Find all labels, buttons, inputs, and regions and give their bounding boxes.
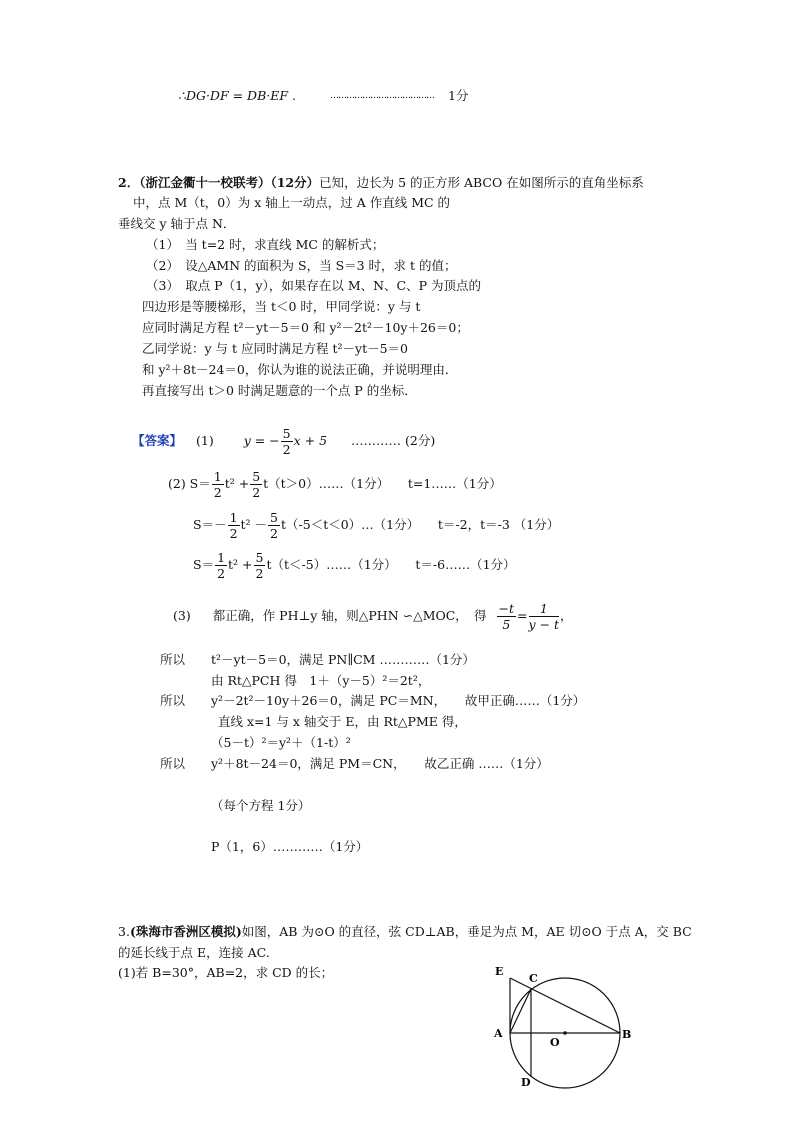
problem2-q3d: 乙同学说：y 与 t 应同时满足方程 t²－yt－5＝0 — [142, 341, 409, 356]
answer-part1-score: ………… (2分) — [351, 433, 436, 448]
problem2-q3c: 应同时满足方程 t²－yt－5＝0 和 y²－2t²－10y＋26＝0； — [142, 320, 469, 335]
answer-part3: (3) 都正确，作 PH⊥y 轴，则△PHN ∽△MOC， 得 $\frac{-t}{5}$ = $\frac{1}{y - t}$ ， — [173, 601, 573, 632]
answer-part2-line1: (2) S＝ $\frac{1}{2}$ t² + $\frac{5}{2}$ t（t＞0）……（1分） t=1……（1分） — [168, 469, 502, 500]
problem2-q3f: 再直接写出 t＞0 时满足题意的一个点 P 的坐标． — [142, 383, 417, 398]
problem2-stem-2: 中，点 M（t，0）为 x 轴上一动点，过 A 作直线 MC 的 — [133, 195, 451, 210]
problem3-q1: (1)若 B=30°，AB=2，求 CD 的长； — [118, 965, 334, 980]
circle-figure — [488, 960, 638, 1090]
label-d: D — [521, 1076, 531, 1089]
answer-line-2: 由 Rt△PCH 得 1＋（y－5）²＝2t²， — [211, 673, 431, 688]
top-equation: ∴DG·DF = DB·EF . — [178, 88, 296, 103]
label-b: B — [622, 1028, 632, 1041]
problem2-line1 — [118, 175, 644, 191]
segment-ac — [510, 989, 531, 1033]
problem2-stem-3: 垂线交 y 轴于点 N． — [118, 216, 236, 231]
answer-line-1-label: 所以 — [160, 652, 186, 667]
top-dots: ………………………………… — [330, 91, 434, 101]
center-dot — [563, 1031, 567, 1035]
problem3-stem-2: 的延长线于点 E，连接 AC. — [118, 945, 270, 960]
label-c: C — [529, 972, 538, 985]
top-score: 1分 — [448, 88, 469, 103]
answer-part2-line2: S＝－ $\frac{1}{2}$ t² － $\frac{5}{2}$ t（-5＜t＜0）…（1分） t＝-2，t＝-3 （1分） — [193, 510, 560, 541]
answer-line-3: y²－2t²－10y＋26＝0，满足 PC＝MN， 故甲正确……（1分） — [211, 693, 586, 708]
answer-note: （每个方程 1分） — [211, 798, 311, 813]
answer-line-6-label: 所以 — [160, 756, 186, 771]
answer-tag: 【答案】 — [132, 433, 183, 448]
answer-line-1: t²－yt－5＝0，满足 PN∥CM …………（1分） — [211, 652, 475, 667]
line-eb — [510, 978, 620, 1033]
problem2-stem-1: 已知，边长为 5 的正方形 ABCO 在如图所示的直角坐标系 — [319, 175, 644, 190]
answer-part2-line3: S＝ $\frac{1}{2}$ t² + $\frac{5}{2}$ t（t＜-5）……（1分） t＝-6……（1分） — [193, 550, 516, 581]
fraction: $\frac{5}{2}$ — [282, 426, 291, 457]
problem2-number: 2． — [118, 175, 140, 190]
problem2-q3: （3） 取点 P（1，y），如果存在以 M、N、C、P 为顶点的 — [146, 278, 482, 293]
problem2-q2: （2） 设△AMN 的面积为 S，当 S＝3 时，求 t 的值； — [146, 258, 457, 273]
answer-line-4: 直线 x=1 与 x 轴交于 E，由 Rt△PME 得， — [218, 714, 467, 729]
answer-point-p: P（1，6）…………（1分） — [211, 839, 369, 854]
answer-line-5: （5－t）²＝y²＋（1-t）² — [211, 735, 351, 750]
problem3-line1: 3.(珠海市香洲区模拟)如图，AB 为⊙O 的直径，弦 CD⊥AB，垂足为点 M，AE 切⊙O 于点 A，交 BC — [118, 924, 692, 939]
label-e: E — [495, 965, 504, 978]
problem3-source: (珠海市香洲区模拟) — [129, 924, 242, 939]
label-o: O — [550, 1036, 560, 1049]
problem2-source: （浙江金衢十一校联考）（12分） — [139, 175, 320, 190]
answer-part1: 【答案】 (1) y = − $\frac{5}{2}$ x + 5 ………… (2分) — [132, 426, 436, 457]
problem2-q1: （1） 当 t=2 时，求直线 MC 的解析式； — [146, 237, 385, 252]
label-a: A — [494, 1027, 503, 1040]
problem2-q3b: 四边形是等腰梯形，当 t＜0 时，甲同学说：y 与 t — [142, 299, 421, 314]
answer-line-6: y²＋8t－24＝0，满足 PM＝CN， 故乙正确 ……（1分） — [211, 756, 549, 771]
answer-line-3-label: 所以 — [160, 693, 186, 708]
problem2-q3e: 和 y²＋8t－24＝0，你认为谁的说法正确，并说明理由． — [142, 362, 458, 377]
